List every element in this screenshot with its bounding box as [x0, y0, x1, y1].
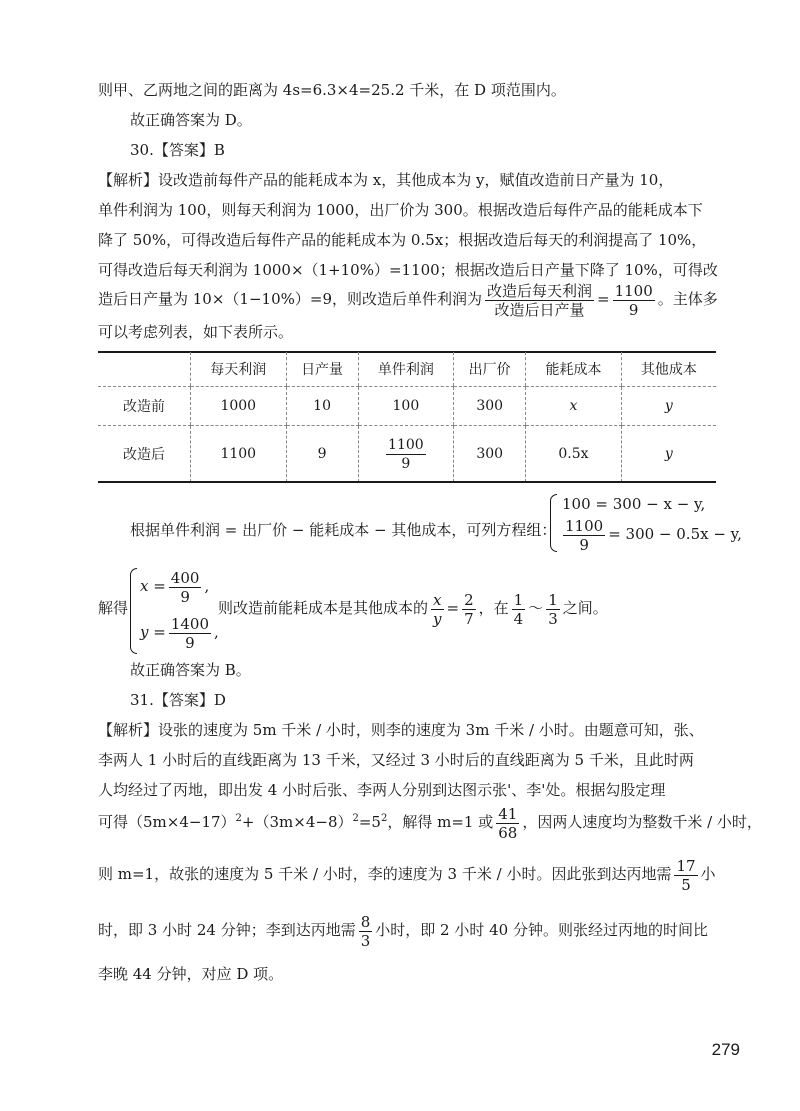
equation-1: 100 = 300 − x − y, [562, 495, 706, 513]
text-fragment: +（3m×4−8） [241, 813, 353, 831]
superscript: 2 [235, 813, 242, 824]
table-header-cell: 能耗成本 [526, 352, 622, 387]
comparison-table [98, 352, 716, 482]
text-fragment: ，在 [478, 599, 509, 617]
fraction-numerator: 改造后每天利润 [487, 281, 593, 300]
text-fragment: =5 [358, 813, 381, 831]
text-fragment: 则 m=1，故张的速度为 5 千米 / 小时，李的速度为 3 千米 / 小时。因此张到达丙地需 [98, 865, 672, 883]
fraction [485, 282, 594, 319]
answer-heading-31: 31.【答案】D [130, 691, 226, 709]
text-line-fraction [98, 908, 708, 952]
table-cell: 1000 [191, 387, 287, 426]
superscript: 2 [352, 813, 359, 824]
table-cell: 100 [358, 387, 454, 426]
fraction-numerator: 1 [513, 590, 524, 609]
fraction-denominator: 3 [548, 609, 558, 628]
table-cell: 改造前 [98, 387, 191, 426]
fraction-numerator: 1100 [388, 436, 424, 453]
fraction [496, 805, 519, 842]
table-cell [358, 426, 454, 483]
text-line: 李两人 1 小时后的直线距离为 13 千米，又经过 3 小时后的直线距离为 5 千米，且此时两 [98, 751, 694, 769]
text-fragment: 造后日产量为 10×（1−10%）=9，则改造后单件利润为 [98, 290, 482, 308]
fraction-numerator: 41 [498, 804, 518, 823]
fraction-numerator: 2 [464, 590, 474, 609]
table-cell: 0.5x [526, 426, 622, 483]
table-cell: 1100 [191, 426, 287, 483]
fraction-denominator: 7 [464, 609, 474, 628]
text-fragment: 时，即 3 小时 24 分钟；李到达丙地需 [98, 921, 356, 939]
fraction-denominator: 9 [185, 633, 195, 652]
fraction [386, 436, 426, 473]
text-fragment: , [204, 577, 210, 595]
text-line: 降了 50%，可得改造后每件产品的能耗成本为 0.5x；根据改造后每天的利润提高了 10%， [98, 231, 707, 249]
table-header-cell [98, 352, 191, 387]
table-header-cell: 其他成本 [621, 352, 716, 387]
equals-sign: = [597, 290, 610, 308]
text-fragment: ，因两人速度均为整数千米 / 小时， [522, 813, 762, 831]
text-line: 李晚 44 分钟，对应 D 项。 [98, 965, 284, 983]
text-fragment: 小时，即 2 小时 40 分钟。则张经过丙地的时间比 [375, 921, 708, 939]
table-header-cell: 出厂价 [454, 352, 526, 387]
text-line-fraction [98, 276, 718, 322]
table-cell: 9 [286, 426, 358, 483]
text-fragment: y = [140, 623, 166, 641]
fraction-denominator: y [433, 609, 442, 628]
table-cell: y [621, 426, 716, 483]
tilde-sign: ～ [528, 599, 544, 617]
fraction-numerator: 1100 [614, 281, 653, 300]
fraction-denominator: 4 [513, 609, 524, 628]
text-line: 故正确答案为 B。 [130, 661, 251, 679]
page-number: 279 [711, 1040, 740, 1059]
solution-ratio-line [218, 586, 608, 630]
fraction-denominator: 9 [180, 587, 190, 606]
text-line: 【解析】设改造前每件产品的能耗成本为 x，其他成本为 y，赋值改造前日产量为 10， [98, 171, 674, 189]
fraction [563, 517, 605, 554]
fraction [512, 591, 526, 628]
left-brace [550, 494, 557, 552]
fraction [613, 282, 655, 319]
fraction-denominator: 9 [579, 535, 589, 554]
fraction-numerator: 8 [360, 912, 371, 931]
answer-heading-30: 30.【答案】B [130, 141, 225, 159]
fraction-numerator: 1400 [170, 614, 209, 633]
table-bottom-rule [98, 481, 716, 483]
table-cell: y [621, 387, 716, 426]
fraction-numerator: 400 [170, 568, 200, 587]
table-cell: 改造后 [123, 447, 165, 463]
equation-2 [560, 514, 742, 554]
fraction-denominator: 5 [681, 875, 691, 894]
solution-y [140, 612, 219, 652]
text-line: 故正确答案为 D。 [130, 111, 252, 129]
fraction [169, 569, 202, 606]
text-fragment: x = [140, 577, 166, 595]
text-fragment: 小 [700, 865, 716, 883]
text-fragment: 之间。 [562, 599, 608, 617]
fraction [674, 857, 697, 894]
text-line: 则甲、乙两地之间的距离为 4s=6.3×4=25.2 千米，在 D 项范围内。 [98, 81, 566, 99]
fraction-denominator: 9 [401, 455, 411, 472]
text-fragment: , [214, 623, 219, 641]
fraction-numerator: 1 [548, 590, 558, 609]
table-header-row [98, 352, 716, 387]
fraction [431, 591, 443, 628]
left-brace [130, 568, 137, 654]
text-fragment: 。主体多 [657, 290, 718, 308]
text-line-fraction [98, 800, 762, 844]
table-header-cell: 每天利润 [191, 352, 287, 387]
text-line: 根据单件利润 = 出厂价 − 能耗成本 − 其他成本，可列方程组： [130, 521, 557, 539]
fraction-denominator: 68 [498, 823, 518, 842]
table-header-cell: 单件利润 [358, 352, 454, 387]
fraction [359, 913, 373, 950]
text-line: 人均经过了丙地，即出发 4 小时后张、李两人分别到达图示张'、李'处。根据勾股定理 [98, 781, 666, 799]
solution-x [140, 566, 209, 606]
table-row [98, 426, 716, 483]
text-line-fraction [98, 852, 716, 896]
fraction-denominator: 改造后日产量 [494, 300, 585, 319]
equals-sign: = [446, 599, 460, 617]
fraction-numerator: x [431, 591, 443, 610]
table-cell: x [526, 387, 622, 426]
table-header-cell: 日产量 [286, 352, 358, 387]
text-line: 可得改造后每天利润为 1000×（1+10%）=1100；根据改造后日产量下降了 10%，可得改 [98, 261, 718, 279]
superscript: 2 [380, 813, 388, 824]
fraction-denominator: 9 [628, 300, 639, 319]
text-fragment: 可得（5m×4−17） [98, 813, 236, 831]
fraction [462, 591, 476, 628]
fraction [546, 591, 560, 628]
fraction-numerator: 17 [676, 856, 696, 875]
equation-rest: = 300 − 0.5x − y, [608, 525, 742, 543]
text-line: 单件利润为 100，则每天利润为 1000，出厂价为 300。根据改造后每件产品的能耗成本下 [98, 201, 703, 219]
text-fragment: ，解得 m=1 或 [387, 813, 494, 831]
fraction-denominator: 3 [360, 931, 371, 950]
text-fragment: 则改造前能耗成本是其他成本的 [218, 599, 429, 617]
text-line: 【解析】设张的速度为 5m 千米 / 小时，则李的速度为 3m 千米 / 小时。由题意可知，张、 [98, 721, 704, 739]
text-line: 可以考虑列表，如下表所示。 [98, 323, 294, 341]
table-row [98, 387, 716, 426]
table-cell: 300 [454, 426, 526, 483]
fraction [169, 615, 211, 652]
table-cell: 300 [454, 387, 526, 426]
fraction-numerator: 1100 [565, 516, 604, 535]
solution-label: 解得 [98, 599, 129, 617]
table-cell: 10 [286, 387, 358, 426]
